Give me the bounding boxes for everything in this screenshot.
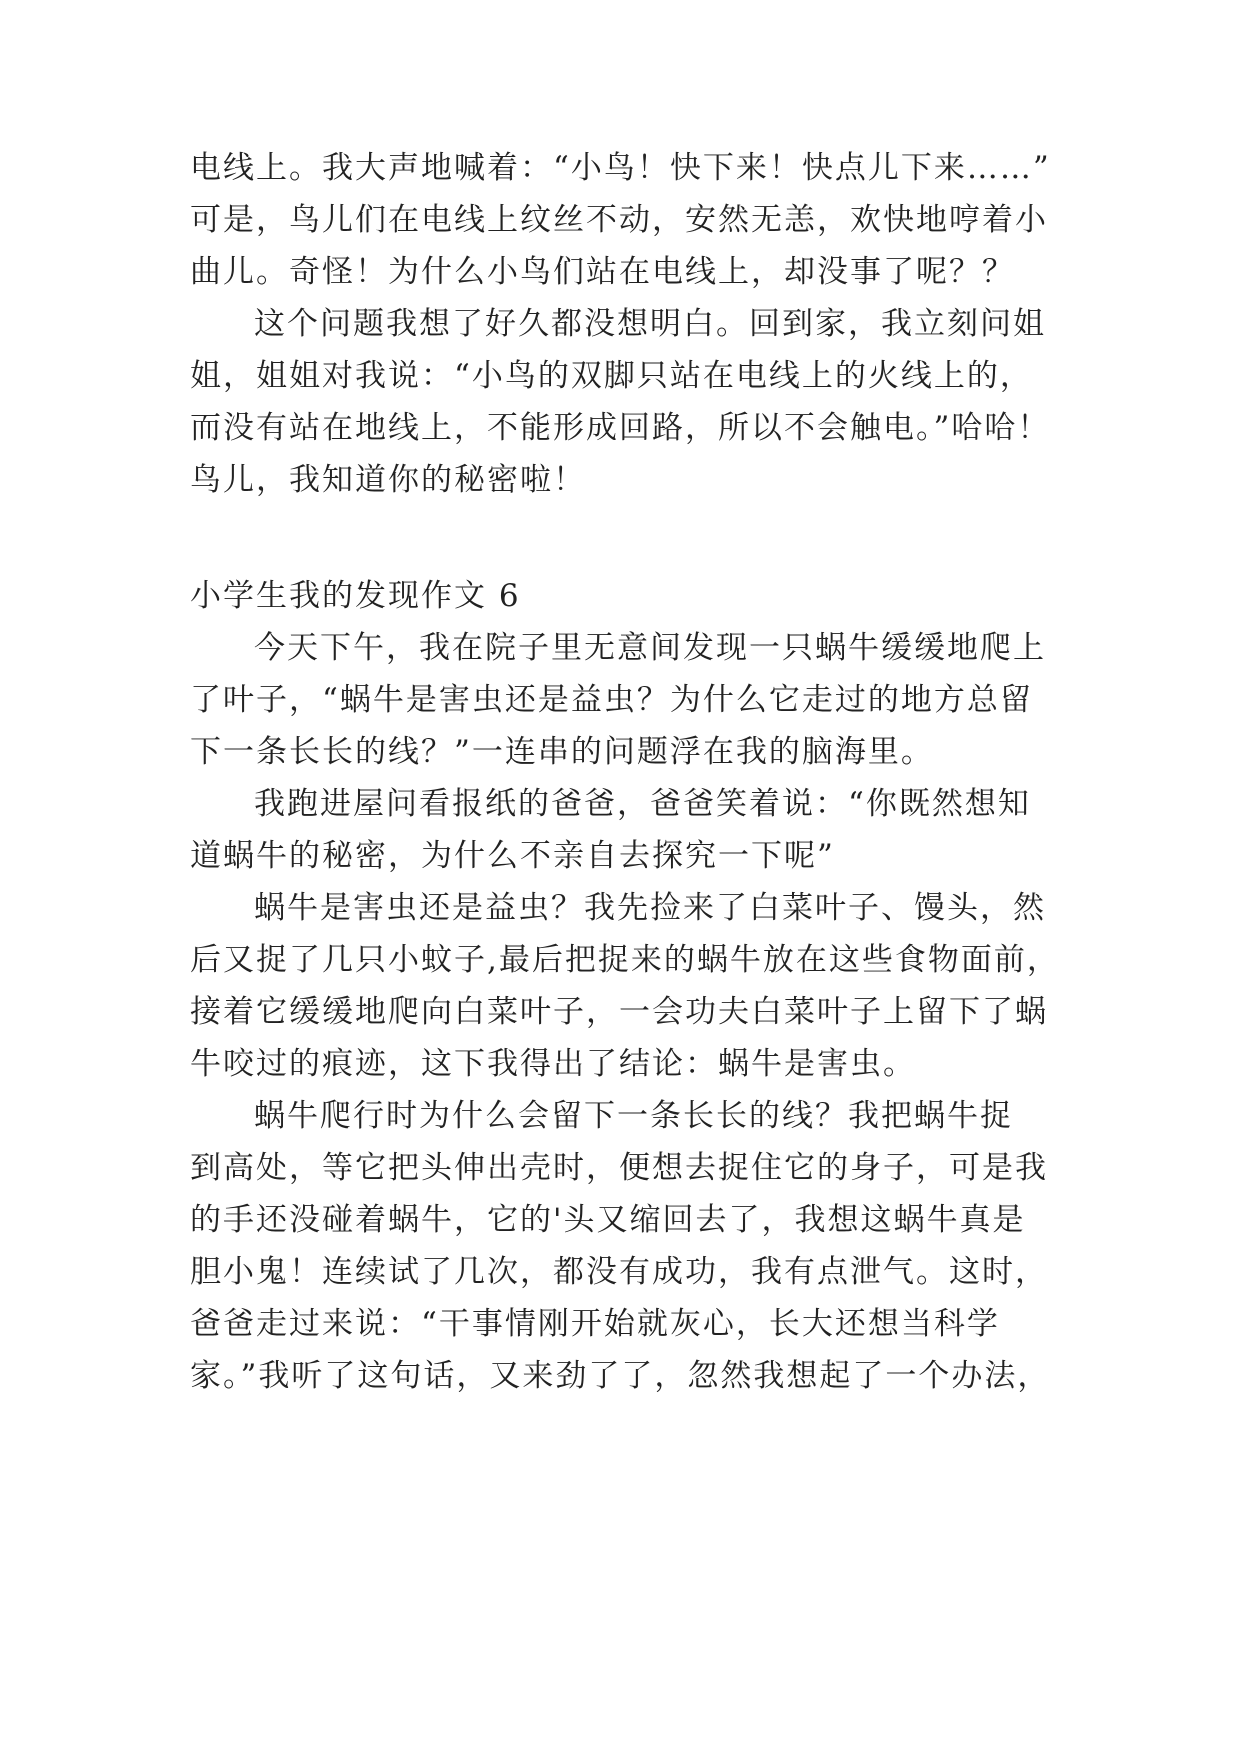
paragraph-2-line-1: 这个问题我想了好久都没想明白。回到家，我立刻问姐 [254,306,1046,342]
paragraph-5-line-4: 牛咬过的痕迹，这下我得出了结论：蜗牛是害虫。 [190,1046,916,1082]
paragraph-6-line-1: 蜗牛爬行时为什么会留下一条长长的线？我把蜗牛捉 [254,1098,1013,1134]
paragraph-3-line-2: 了叶子，“蜗牛是害虫还是益虫？为什么它走过的地方总留 [190,682,1033,718]
paragraph-2-line-2: 姐，姐姐对我说：“小鸟的双脚只站在电线上的火线上的， [190,358,1033,394]
paragraph-3-line-1: 今天下午，我在院子里无意间发现一只蜗牛缓缓地爬上 [254,630,1046,666]
paragraph-6-line-6: 家。”我听了这句话，又来劲了了，忽然我想起了一个办法， [190,1358,1051,1394]
paragraph-5-line-3: 接着它缓缓地爬向白菜叶子，一会功夫白菜叶子上留下了蜗 [190,994,1048,1030]
paragraph-4-line-2: 道蜗牛的秘密，为什么不亲自去探究一下呢” [190,838,835,874]
paragraph-4-line-1: 我跑进屋问看报纸的爸爸，爸爸笑着说：“你既然想知 [254,786,1031,822]
paragraph-1-line-1: 电线上。我大声地喊着：“小鸟！快下来！快点儿下来……” [190,150,1051,186]
paragraph-3-line-3: 下一条长长的线？”一连串的问题浮在我的脑海里。 [190,734,934,770]
paragraph-6-line-5: 爸爸走过来说：“干事情刚开始就灰心，长大还想当科学 [190,1306,1000,1342]
paragraph-1-line-2: 可是，鸟儿们在电线上纹丝不动，安然无恙，欢快地哼着小 [190,202,1048,238]
paragraph-2-line-3: 而没有站在地线上，不能形成回路，所以不会触电。”哈哈！ [190,410,1051,446]
paragraph-1-line-3: 曲儿。奇怪！为什么小鸟们站在电线上，却没事了呢？？ [190,254,1015,290]
paragraph-6-line-2: 到高处，等它把头伸出壳时，便想去捉住它的身子，可是我 [190,1150,1048,1186]
document-body [190,0,1060,1754]
paragraph-6-line-3: 的手还没碰着蜗牛，它的'头又缩回去了，我想这蜗牛真是 [190,1202,1026,1238]
paragraph-2-line-4: 鸟儿，我知道你的秘密啦！ [190,462,586,498]
section-title: 小学生我的发现作文 6 [190,578,521,614]
paragraph-6-line-4: 胆小鬼！连续试了几次，都没有成功，我有点泄气。这时， [190,1254,1048,1290]
paragraph-5-line-1: 蜗牛是害虫还是益虫？我先捡来了白菜叶子、馒头，然 [254,890,1046,926]
paragraph-5-line-2: 后又捉了几只小蚊子,最后把捉来的蜗牛放在这些食物面前， [190,942,1060,978]
